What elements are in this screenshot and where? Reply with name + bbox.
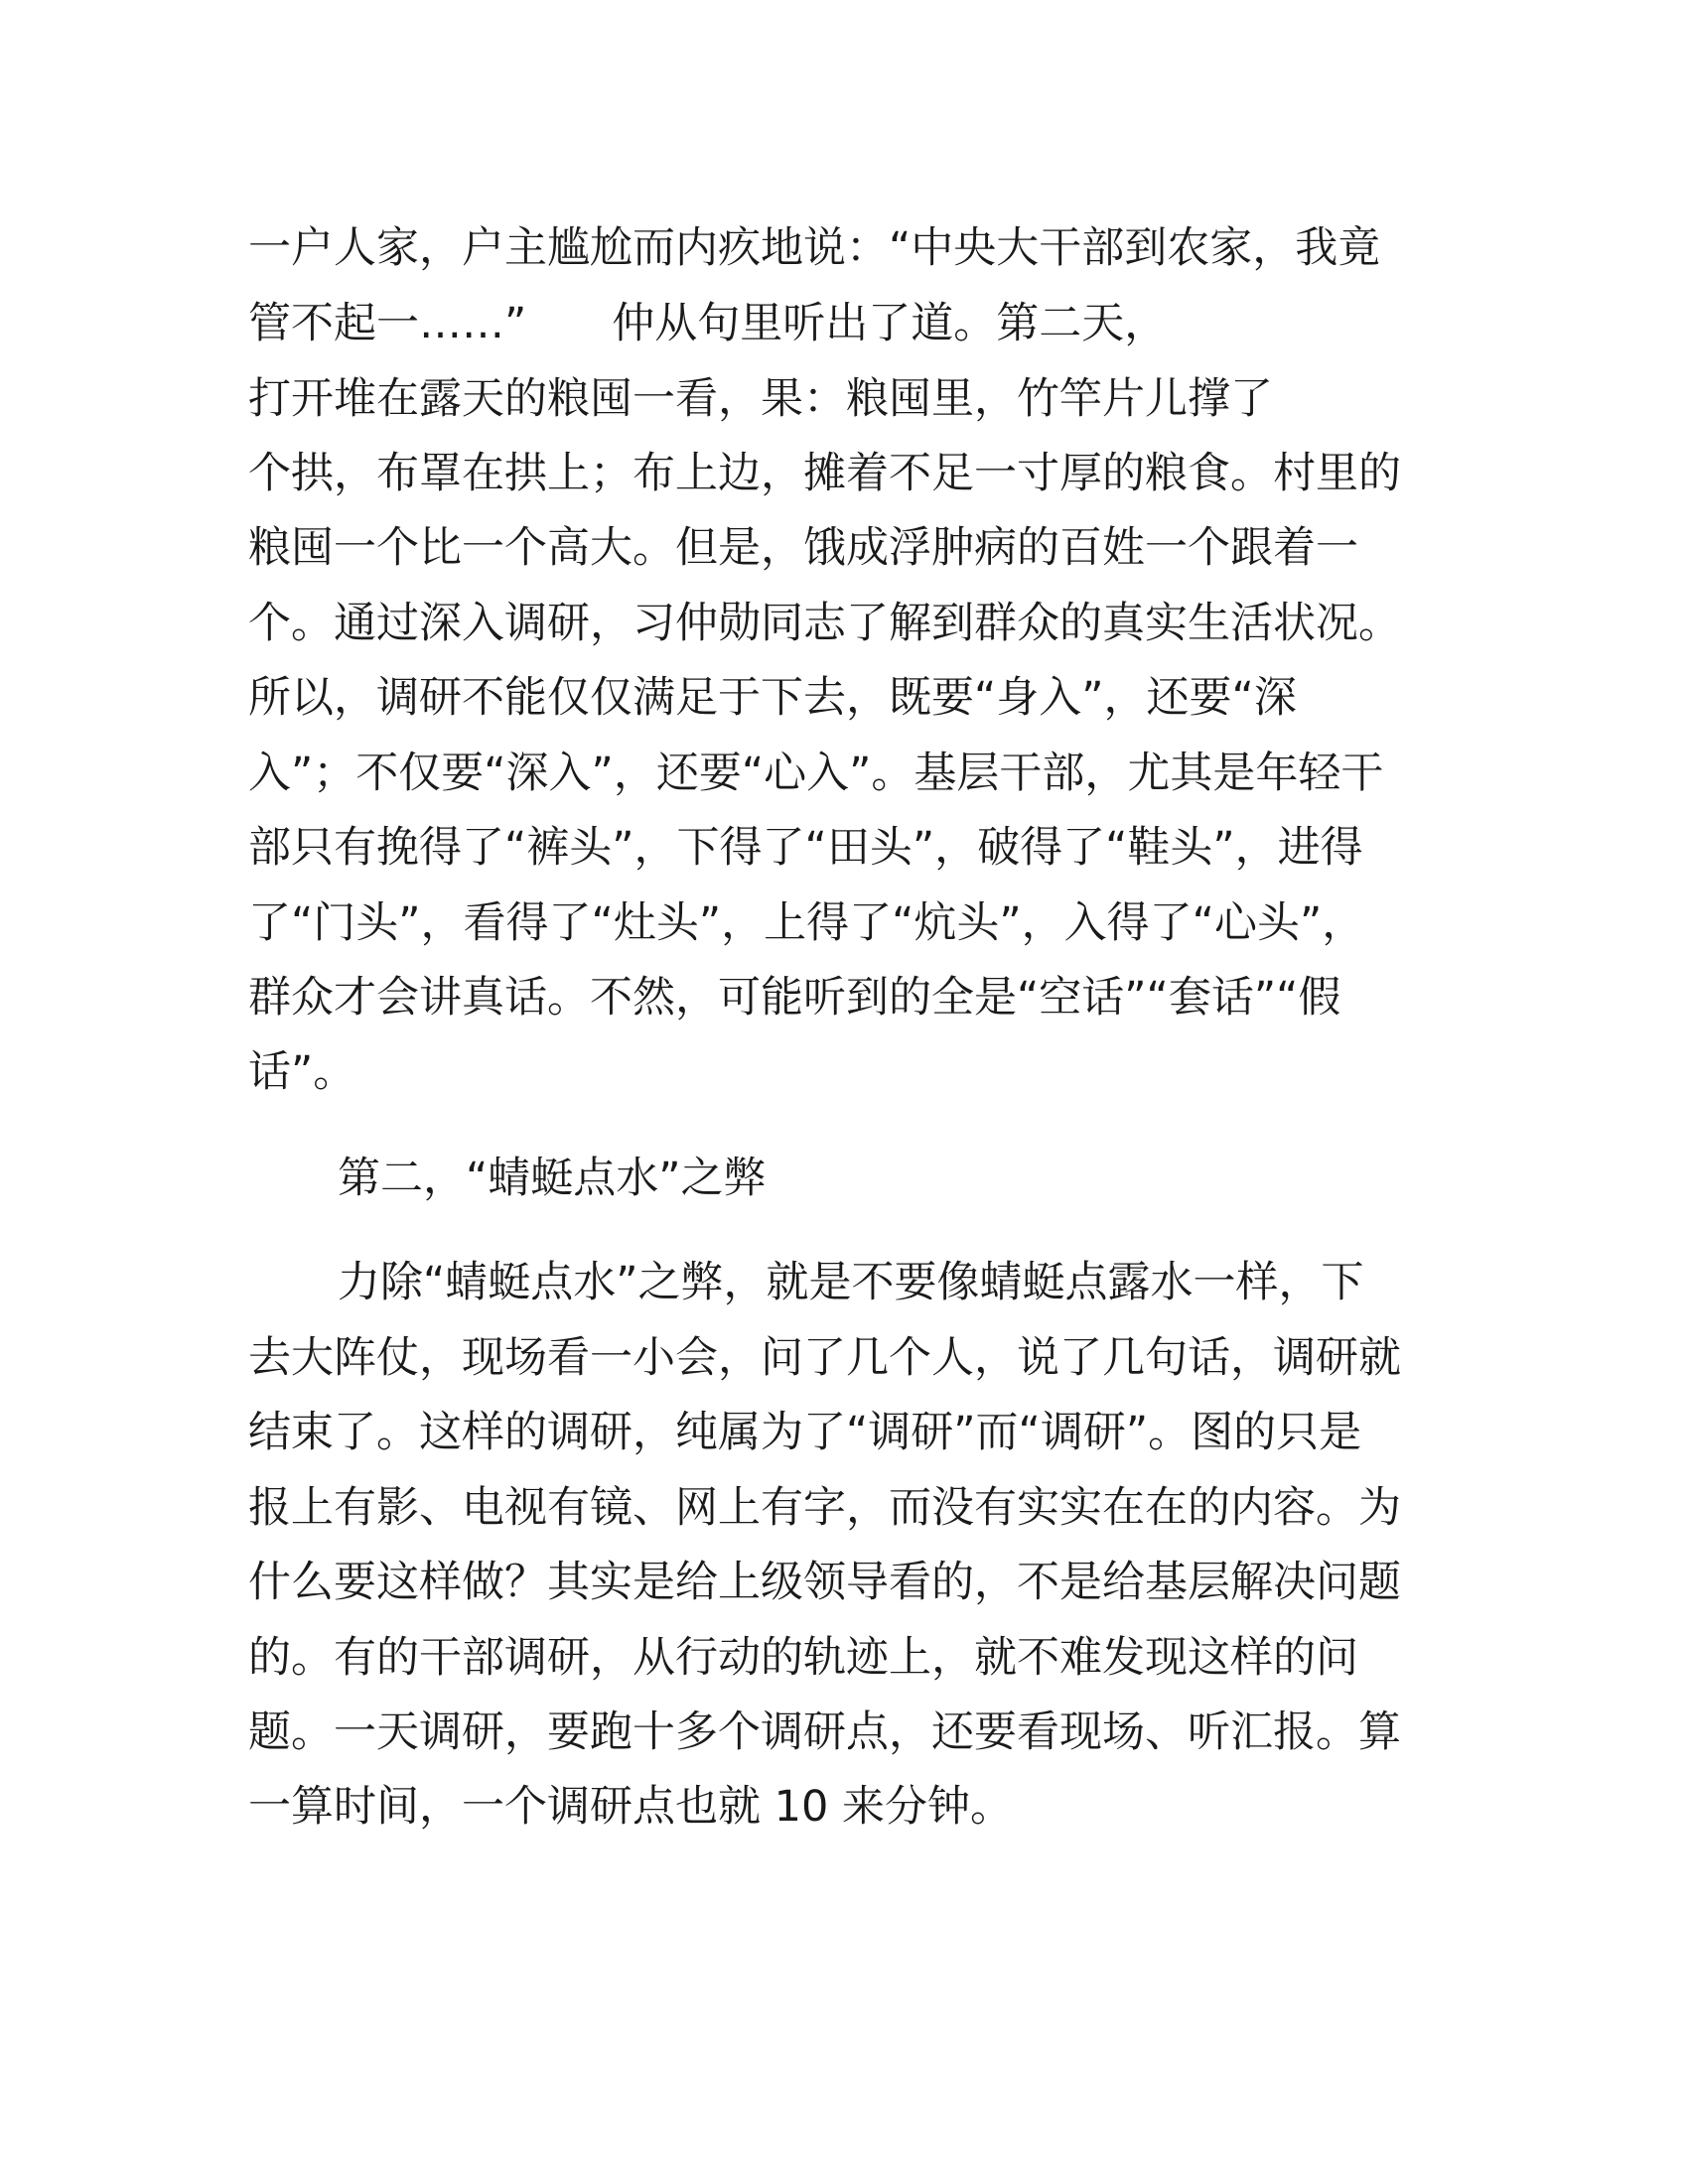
text-line: 的。有的干部调研，从行动的轨迹上，就不难发现这样的问 [248,1633,1358,1683]
text-line: 粮囤一个比一个高大。但是，饿成浮肿病的百姓一个跟着一 [248,523,1358,573]
text-line: 一算时间，一个调研点也就 10 来分钟。 [248,1782,1014,1832]
text-line: 题。一天调研，要跑十多个调研点，还要看现场、听汇报。算 [248,1707,1401,1757]
text-line: 力除“蜻蜓点水”之弊，就是不要像蜻蜓点露水一样，下 [338,1258,1364,1307]
text-line: 入”；不仅要“深入”，还要“心入”。基层干部，尤其是年轻干 [248,749,1384,798]
text-line: 什么要这样做？其实是给上级领导看的，不是给基层解决问题 [248,1558,1401,1607]
text-line: 打开堆在露天的粮囤一看，果：粮囤里，竹竿片儿撑了 [248,374,1273,424]
text-line: 话”。 [248,1047,356,1097]
text-line: 一户人家，户主尴尬而内疚地说：“中央大干部到农家，我竟 [248,223,1381,273]
text-line: 报上有影、电视有镜、网上有字，而没有实实在在的内容。为 [248,1483,1401,1533]
text-line: 个。通过深入调研，习仲勋同志了解到群众的真实生活状况。 [248,599,1401,648]
text-line: 部只有挽得了“裤头”，下得了“田头”，破得了“鞋头”，进得 [248,823,1363,873]
section-heading: 第二，“蜻蜓点水”之弊 [338,1154,767,1203]
text-line: 群众才会讲真话。不然，可能听到的全是“空话”“套话”“假 [248,973,1341,1023]
text-line: 个拱，布罩在拱上；布上边，摊着不足一寸厚的粮食。村里的 [248,449,1401,498]
text-line: 了“门头”，看得了“灶头”，上得了“炕头”，入得了“心头”， [248,898,1365,948]
text-line: 管不起一……” 仲从句里听出了道。第二天， [248,299,1168,348]
text-line: 去大阵仗，现场看一小会，问了几个人，说了几句话，调研就 [248,1333,1401,1383]
text-line: 结束了。这样的调研，纯属为了“调研”而“调研”。图的只是 [248,1408,1362,1457]
text-line: 所以，调研不能仅仅满足于下去，既要“身入”，还要“深 [248,673,1297,723]
